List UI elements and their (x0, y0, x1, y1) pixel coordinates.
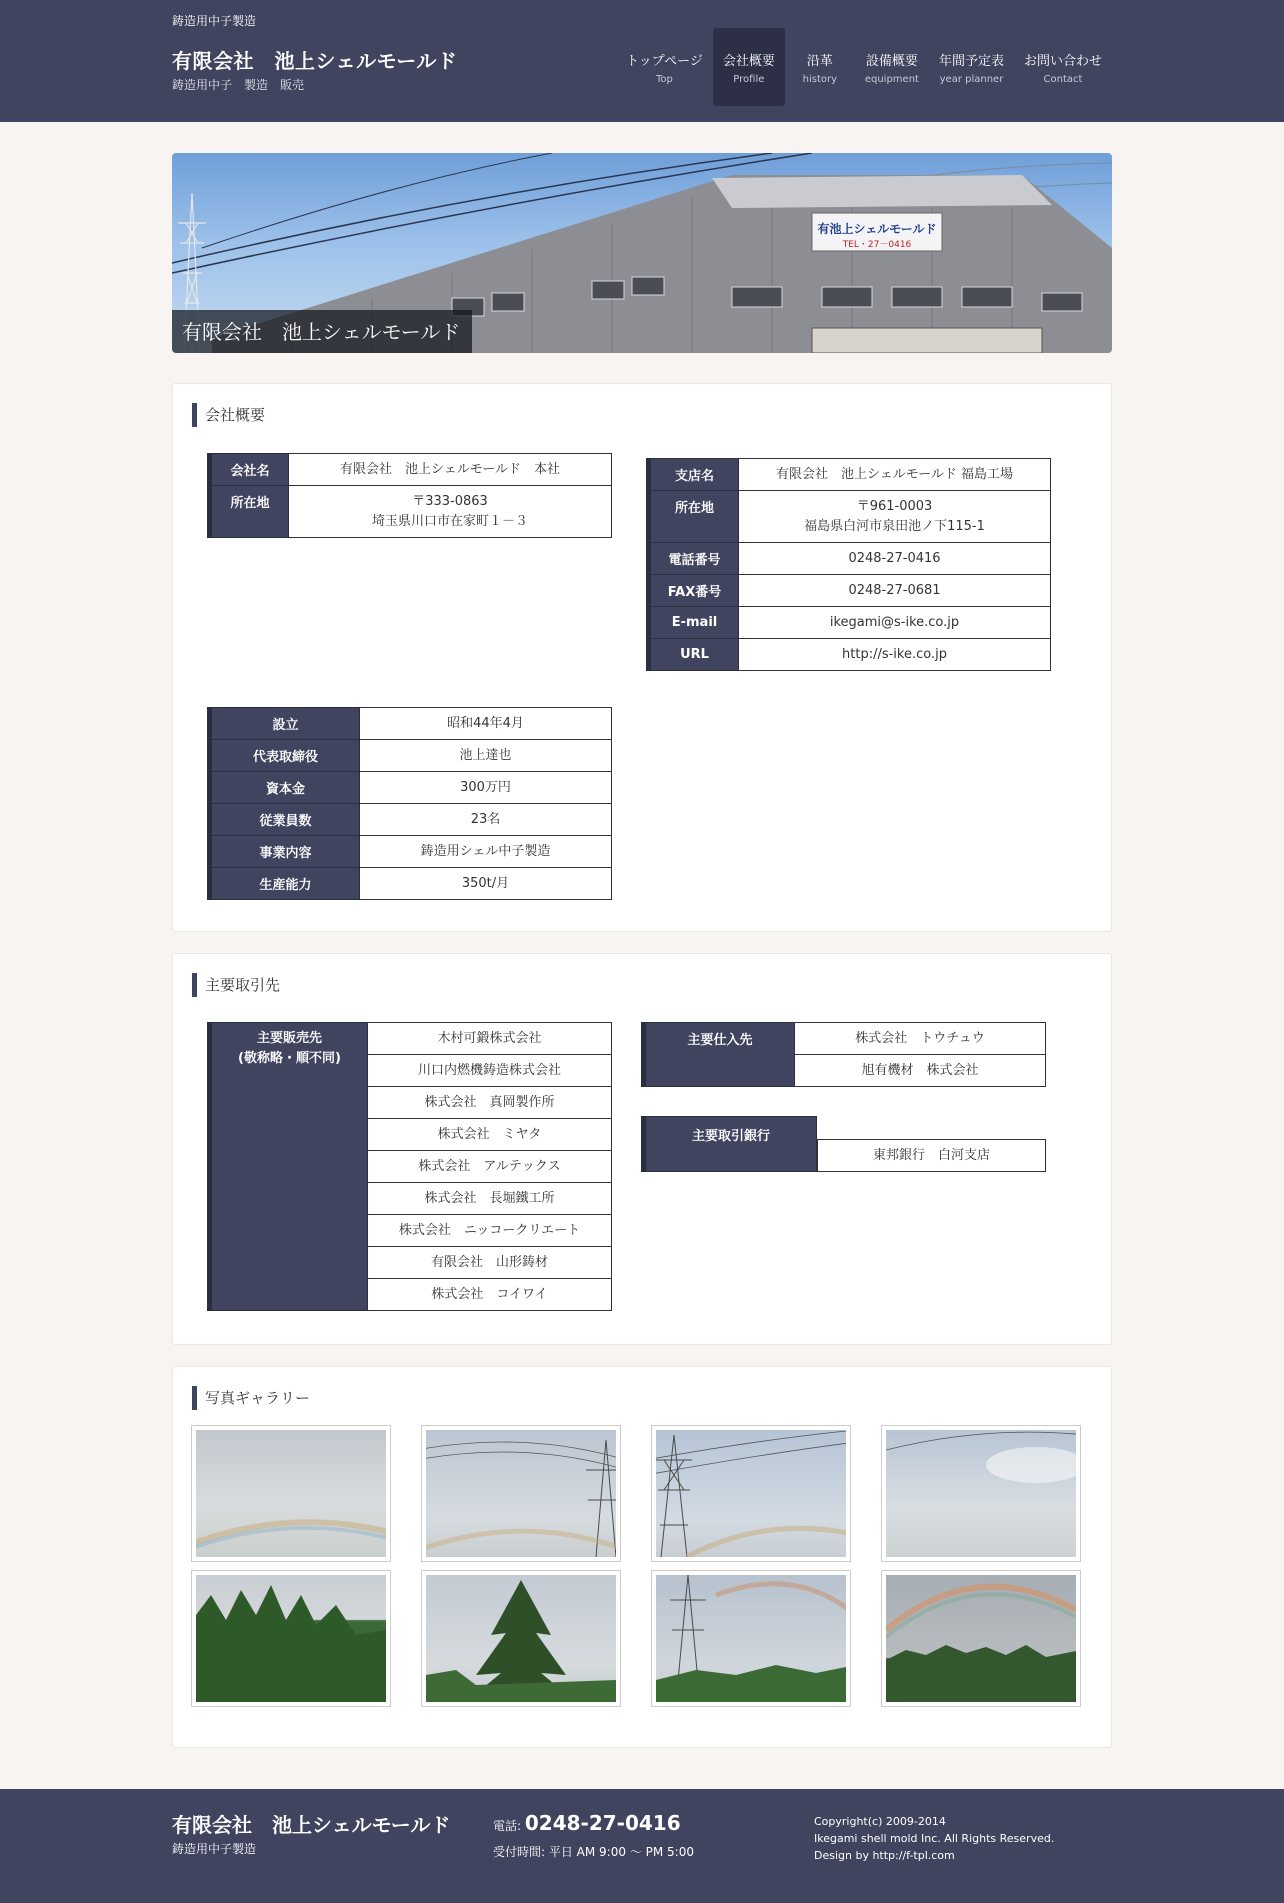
sales-partner: 株式会社 長堀鐵工所 (368, 1183, 612, 1215)
detail-label: 代表取締役 (210, 740, 360, 772)
supplier: 旭有機材 株式会社 (795, 1055, 1046, 1087)
gallery-thumbnail[interactable] (421, 1570, 621, 1707)
forest-photo-icon (196, 1575, 386, 1702)
bank-value: 東邦銀行 白河支店 (817, 1139, 1046, 1172)
gallery-thumbnail[interactable] (881, 1425, 1081, 1562)
nav-label: お問い合わせ (1023, 53, 1102, 69)
label-url: URL (649, 639, 739, 671)
sign-phone: TEL・27－0416 (842, 240, 912, 250)
nav-label: 年間予定表 (938, 53, 1004, 69)
sales-label (210, 1023, 368, 1311)
company-name-value: 有限会社 池上シェルモールド 本社 (289, 454, 612, 486)
sales-label-main: 主要販売先 (256, 1031, 322, 1046)
nav-label: 設備概要 (865, 53, 918, 69)
nav-sublabel: history (802, 73, 838, 85)
address-line: 福島県白河市泉田池ノ下115-1 (804, 518, 985, 534)
gallery-thumbnail[interactable] (881, 1570, 1081, 1707)
nav-sublabel: Contact (1043, 73, 1083, 85)
section-title: 写真ギャラリー (192, 1386, 310, 1410)
sales-partner: 株式会社 コイワイ (368, 1279, 612, 1311)
design-credit[interactable]: Design by http://f-tpl.com (814, 1849, 955, 1862)
detail-value: 350t/月 (360, 868, 612, 900)
site-subtitle: 鋳造用中子 製造 販売 (172, 78, 305, 92)
company-details-table (207, 707, 612, 900)
address-value (739, 491, 1051, 543)
nav-year-planner[interactable] (929, 28, 1014, 106)
section-title: 会社概要 (192, 403, 265, 427)
label-email: E-mail (649, 607, 739, 639)
nav-sublabel: equipment (864, 73, 919, 85)
fax-value: 0248-27-0681 (739, 575, 1051, 607)
sales-partner: 木村可鍛株式会社 (368, 1023, 612, 1055)
label-address: 所在地 (649, 491, 739, 543)
nav-sublabel: Profile (733, 73, 765, 85)
gallery-thumbnail[interactable] (651, 1425, 851, 1562)
nav-equipment[interactable] (855, 28, 929, 106)
zip-code: 〒333-0863 (412, 493, 488, 509)
nav-profile[interactable] (713, 28, 785, 106)
bank-label: 主要取引銀行 (641, 1116, 817, 1172)
sign-company-name: 有池上シェルモールド (817, 222, 937, 236)
detail-label: 生産能力 (210, 868, 360, 900)
hero-caption: 有限会社 池上シェルモールド (172, 310, 472, 353)
detail-label: 従業員数 (210, 804, 360, 836)
label-company-name: 会社名 (210, 454, 289, 486)
sales-partner: 株式会社 ミヤタ (368, 1119, 612, 1151)
label-fax: FAX番号 (649, 575, 739, 607)
label-phone: 電話番号 (649, 543, 739, 575)
nav-label: 会社概要 (722, 53, 775, 69)
hero-image (172, 153, 1112, 353)
detail-value: 池上達也 (360, 740, 612, 772)
gallery-thumbnail[interactable] (191, 1425, 391, 1562)
gallery-thumbnail[interactable] (191, 1570, 391, 1707)
detail-label: 設立 (210, 708, 360, 740)
address-value (289, 486, 612, 538)
footer-title: 有限会社 池上シェルモールド (172, 1813, 451, 1837)
sales-table (207, 1022, 612, 1311)
photo-gallery-section (172, 1366, 1112, 1748)
sales-partner: 川口内燃機鋳造株式会社 (368, 1055, 612, 1087)
phone-number: 0248-27-0416 (524, 1811, 681, 1835)
suppliers-table (641, 1022, 1046, 1087)
gallery-thumbnail[interactable] (651, 1570, 851, 1707)
label-branch-name: 支店名 (649, 459, 739, 491)
sales-label-note: (敬称略・順不同) (238, 1051, 341, 1066)
rainbow-photo-icon (196, 1430, 386, 1557)
partners-section (172, 953, 1112, 1345)
gallery-thumbnail[interactable] (421, 1425, 621, 1562)
site-header (0, 0, 1284, 122)
section-title: 主要取引先 (192, 973, 280, 997)
url-value[interactable]: http://s-ike.co.jp (739, 639, 1051, 671)
site-title[interactable]: 有限会社 池上シェルモールド (172, 49, 458, 73)
footer-subtitle: 鋳造用中子製造 (172, 1842, 257, 1856)
nav-sublabel: year planner (939, 73, 1004, 85)
detail-value: 300万円 (360, 772, 612, 804)
footer-hours: 受付時間: 平日 AM 9:00 〜 PM 5:00 (493, 1845, 694, 1859)
sky-photo-icon (886, 1430, 1076, 1557)
pylon-photo-icon (656, 1430, 846, 1557)
email-value[interactable]: ikegami@s-ike.co.jp (739, 607, 1051, 639)
sales-partner: 株式会社 ニッコークリエート (368, 1215, 612, 1247)
sales-partner: 株式会社 真岡製作所 (368, 1087, 612, 1119)
detail-value: 鋳造用シェル中子製造 (360, 836, 612, 868)
head-office-table (207, 453, 612, 538)
phone-value: 0248-27-0416 (739, 543, 1051, 575)
tree-photo-icon (426, 1575, 616, 1702)
site-footer (0, 1789, 1284, 1903)
supplier: 株式会社 トウチュウ (795, 1023, 1046, 1055)
branch-name-value: 有限会社 池上シェルモールド 福島工場 (739, 459, 1051, 491)
pylon-rainbow-photo-icon (656, 1575, 846, 1702)
footer-copyright (814, 1813, 1054, 1864)
rights-line: Ikegami shell mold Inc. All Rights Reserved. (814, 1832, 1055, 1845)
phone-label: 電話: (493, 1819, 522, 1833)
address-line: 埼玉県川口市在家町１－３ (371, 513, 528, 529)
nav-label: トップページ (625, 53, 703, 69)
zip-code: 〒961-0003 (856, 498, 933, 514)
rainbow-forest-photo-icon (886, 1575, 1076, 1702)
nav-label: 沿革 (806, 53, 833, 69)
suppliers-label: 主要仕入先 (644, 1023, 795, 1087)
nav-contact[interactable] (1014, 28, 1112, 106)
nav-sublabel: Top (655, 73, 673, 85)
main-nav (616, 28, 1112, 106)
detail-value: 昭和44年4月 (360, 708, 612, 740)
detail-value: 23名 (360, 804, 612, 836)
company-profile-section (172, 383, 1112, 932)
copyright-line: Copyright(c) 2009-2014 (814, 1815, 946, 1828)
footer-phone (493, 1811, 681, 1835)
header-tagline: 鋳造用中子製造 (172, 14, 257, 28)
detail-label: 資本金 (210, 772, 360, 804)
branch-table (646, 458, 1051, 671)
label-address: 所在地 (210, 486, 289, 538)
detail-label: 事業内容 (210, 836, 360, 868)
nav-top[interactable] (616, 28, 713, 106)
pylon-photo-icon (426, 1430, 616, 1557)
sales-partner: 有限会社 山形鋳材 (368, 1247, 612, 1279)
sales-partner: 株式会社 アルテックス (368, 1151, 612, 1183)
nav-history[interactable] (785, 28, 855, 106)
bank-block (641, 1116, 1046, 1172)
